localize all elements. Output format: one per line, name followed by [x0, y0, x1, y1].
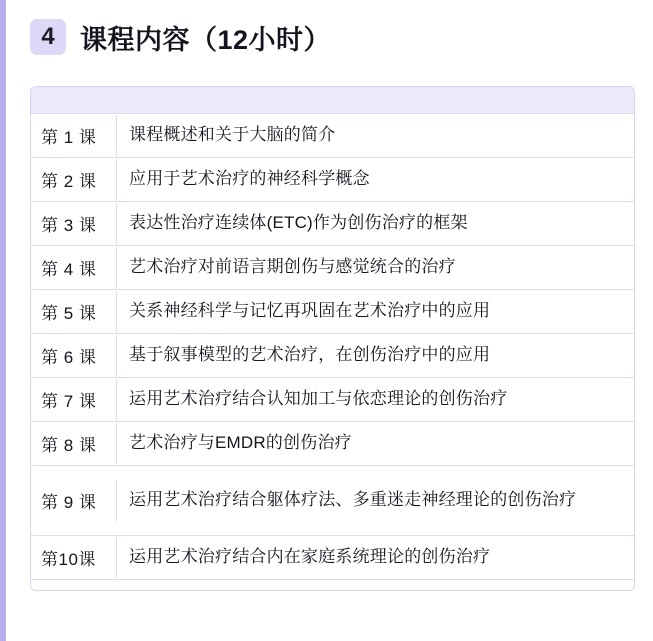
table-row [31, 114, 634, 158]
table-row [31, 290, 634, 334]
lesson-number: 第 1 课 [31, 115, 117, 156]
lesson-number: 第 5 课 [31, 291, 117, 332]
lesson-number: 第 3 课 [31, 203, 117, 244]
section-number-badge: 4 [30, 19, 66, 55]
lesson-title: 运用艺术治疗结合认知加工与依恋理论的创伤治疗 [129, 389, 508, 409]
table-row [31, 466, 634, 536]
lesson-number: 第 9 课 [31, 480, 117, 521]
lesson-title: 关系神经科学与记忆再巩固在艺术治疗中的应用 [129, 301, 491, 321]
lesson-number: 第10课 [31, 537, 117, 578]
lesson-number: 第 6 课 [31, 335, 117, 376]
lesson-title: 运用艺术治疗结合躯体疗法、多重迷走神经理论的创伤治疗 [129, 490, 577, 510]
lesson-title: 基于叙事模型的艺术治疗，在创伤治疗中的应用 [129, 345, 491, 365]
lesson-title: 应用于艺术治疗的神经科学概念 [129, 169, 370, 189]
table-row [31, 202, 634, 246]
table-row [31, 422, 634, 466]
lesson-title: 艺术治疗对前语言期创伤与感觉统合的治疗 [129, 257, 456, 277]
lesson-table-footer [31, 580, 634, 590]
table-row [31, 536, 634, 580]
section-header [30, 0, 635, 62]
lesson-table-header-bar [31, 87, 634, 114]
table-row [31, 246, 634, 290]
lesson-title: 运用艺术治疗结合内在家庭系统理论的创伤治疗 [129, 547, 491, 567]
lesson-number: 第 4 课 [31, 247, 117, 288]
lesson-title: 课程概述和关于大脑的简介 [129, 125, 336, 145]
page-title: 课程内容（12小时） [80, 24, 332, 55]
lesson-number: 第 8 课 [31, 423, 117, 464]
lesson-number: 第 7 课 [31, 379, 117, 420]
lesson-table [30, 86, 635, 591]
lesson-title: 表达性治疗连续体(ETC)作为创伤治疗的框架 [129, 213, 468, 233]
lesson-title: 艺术治疗与EMDR的创伤治疗 [129, 433, 352, 453]
lesson-number: 第 2 课 [31, 159, 117, 200]
table-row [31, 334, 634, 378]
table-row [31, 378, 634, 422]
table-row [31, 158, 634, 202]
